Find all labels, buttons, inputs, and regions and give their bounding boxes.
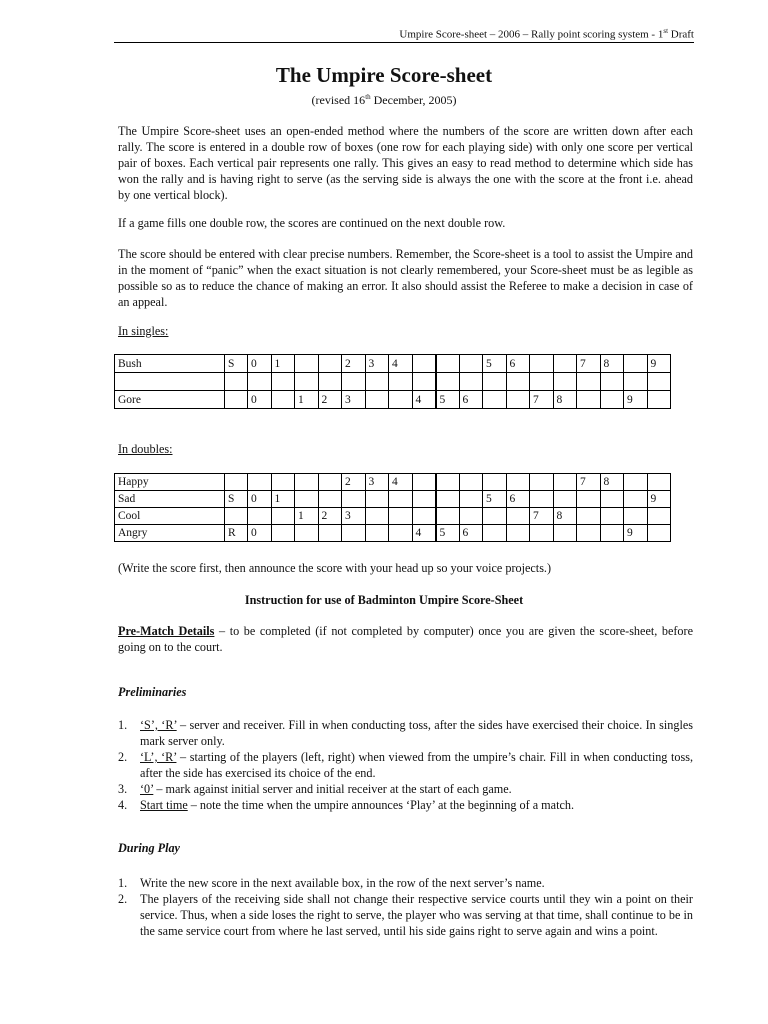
score-row	[115, 373, 671, 391]
list-key: ‘L’, ‘R’	[140, 750, 177, 764]
score-cell	[342, 491, 366, 508]
list-key: ‘0’	[140, 782, 154, 796]
score-cell: 1	[295, 508, 319, 525]
pre-match-text: – to be completed (if not completed by computer) once you are given the score-sheet, before going on to the court.	[118, 624, 693, 654]
score-cell	[553, 474, 577, 491]
list-text: – note the time when the umpire announces ‘Play’ at the beginning of a match.	[187, 798, 575, 812]
list-number: 2.	[118, 892, 128, 906]
page-title: The Umpire Score-sheet	[275, 63, 493, 87]
score-cell: 4	[412, 391, 436, 409]
score-cell	[506, 474, 530, 491]
score-cell: 7	[577, 474, 601, 491]
score-cell: 1	[271, 491, 295, 508]
score-cell: 2	[342, 355, 366, 373]
score-cell	[365, 508, 389, 525]
score-cell	[342, 525, 366, 542]
score-cell	[577, 391, 601, 409]
score-row	[115, 355, 671, 373]
score-cell	[647, 391, 671, 409]
list-item	[118, 875, 693, 891]
score-cell	[271, 508, 295, 525]
score-cell: 1	[271, 355, 295, 373]
doubles-heading: In doubles:	[118, 442, 173, 456]
score-cell	[389, 373, 413, 391]
score-cell	[459, 508, 483, 525]
score-cell	[412, 355, 436, 373]
score-cell: 3	[365, 355, 389, 373]
score-cell: 5	[436, 391, 460, 409]
write-first-note: (Write the score first, then announce the score with your head up so your voice projects.)	[118, 561, 552, 575]
during-play-list	[118, 875, 693, 939]
score-cell	[295, 355, 319, 373]
player-name-cell: Bush	[115, 355, 225, 373]
score-cell	[459, 474, 483, 491]
preliminaries-heading: Preliminaries	[118, 685, 187, 699]
revised-pre: (revised 16	[311, 93, 366, 107]
score-cell: 1	[295, 391, 319, 409]
score-cell	[389, 491, 413, 508]
list-number: 1.	[118, 718, 128, 732]
score-cell: 6	[506, 355, 530, 373]
score-cell: 7	[530, 508, 554, 525]
score-cell	[483, 525, 507, 542]
revised-sup: th	[365, 93, 371, 101]
score-cell	[318, 355, 342, 373]
score-cell	[412, 491, 436, 508]
intro-paragraph: The Umpire Score-sheet uses an open-ended method where the numbers of the score are written down after each rally. The score is entered in a double row of boxes (one row for each playing side) with only one score per vertical pair of boxes. Each vertical pair represents one rally. This gives an easy to read method to determine which side has won the rally and is having right to serve (as the serving side is always the one with the score at the front i.e. ahead by one vertical block).	[118, 124, 693, 202]
score-cell	[600, 508, 624, 525]
list-text: – mark against initial server and initial receiver at the start of each game.	[153, 782, 512, 796]
score-cell	[412, 373, 436, 391]
score-cell	[459, 491, 483, 508]
score-cell	[225, 373, 248, 391]
list-key: Start time	[140, 798, 188, 812]
score-cell	[225, 391, 248, 409]
score-cell: 7	[530, 391, 554, 409]
score-cell: S	[225, 355, 248, 373]
score-cell	[365, 391, 389, 409]
score-cell	[248, 373, 272, 391]
score-cell	[271, 391, 295, 409]
score-cell: 0	[248, 491, 272, 508]
score-cell	[295, 525, 319, 542]
pre-match-label: Pre-Match Details	[118, 624, 215, 638]
score-cell	[624, 491, 648, 508]
score-cell: 8	[600, 474, 624, 491]
score-cell	[483, 391, 507, 409]
score-cell	[436, 355, 460, 373]
score-cell	[318, 525, 342, 542]
score-cell	[389, 391, 413, 409]
score-cell: 0	[248, 525, 272, 542]
list-text: – starting of the players (left, right) when viewed from the umpire’s chair. Fill in when conducting toss, after the side has exercised its choice of the end.	[140, 750, 693, 780]
list-number: 2.	[118, 750, 128, 764]
score-cell	[506, 373, 530, 391]
revised-post: December, 2005)	[370, 93, 457, 107]
list-item	[118, 781, 693, 797]
score-cell: 6	[459, 525, 483, 542]
score-cell	[553, 525, 577, 542]
header-text-end: Draft	[668, 28, 694, 41]
score-cell	[600, 373, 624, 391]
score-cell	[647, 373, 671, 391]
score-cell: 9	[624, 391, 648, 409]
doubles-score-table	[114, 473, 671, 542]
score-cell	[647, 525, 671, 542]
score-row	[115, 491, 671, 508]
score-cell: 3	[365, 474, 389, 491]
score-cell	[365, 373, 389, 391]
score-cell	[436, 491, 460, 508]
list-text: The players of the receiving side shall not change their respective service courts until they win a point on their service. Thus, when a side loses the right to serve, the player who was serving at that time, shall continue to be in the same service court from where he last served, until his side gains right to serve again and wins a point.	[140, 892, 693, 938]
score-cell	[342, 373, 366, 391]
player-name-cell	[115, 373, 225, 391]
score-cell	[624, 474, 648, 491]
score-cell	[530, 355, 554, 373]
preliminaries-list	[118, 717, 693, 813]
page-header	[114, 24, 694, 42]
score-cell: 0	[248, 391, 272, 409]
score-cell: 4	[389, 355, 413, 373]
pre-match-paragraph	[118, 623, 693, 655]
player-name-cell: Sad	[115, 491, 225, 508]
score-cell: 5	[436, 525, 460, 542]
score-cell	[530, 474, 554, 491]
continue-paragraph: If a game fills one double row, the scores are continued on the next double row.	[118, 216, 506, 230]
list-item	[118, 891, 693, 939]
score-cell	[459, 373, 483, 391]
score-cell	[530, 491, 554, 508]
score-cell	[248, 508, 272, 525]
score-cell	[225, 508, 248, 525]
score-cell: 3	[342, 391, 366, 409]
list-text: Write the new score in the next available box, in the row of the next server’s name.	[140, 876, 545, 890]
list-key: ‘S’, ‘R’	[140, 718, 177, 732]
list-item	[118, 749, 693, 781]
score-cell	[225, 474, 248, 491]
score-cell	[577, 525, 601, 542]
score-cell	[295, 491, 319, 508]
score-cell: 9	[647, 491, 671, 508]
score-cell: 7	[577, 355, 601, 373]
score-cell	[318, 491, 342, 508]
score-cell	[577, 508, 601, 525]
score-cell	[553, 373, 577, 391]
instruction-heading: Instruction for use of Badminton Umpire Score-Sheet	[244, 593, 524, 607]
score-cell	[295, 474, 319, 491]
player-name-cell: Happy	[115, 474, 225, 491]
score-cell	[459, 355, 483, 373]
score-cell	[624, 508, 648, 525]
player-name-cell: Cool	[115, 508, 225, 525]
during-play-heading: During Play	[118, 841, 180, 855]
score-cell	[365, 525, 389, 542]
score-cell	[506, 525, 530, 542]
score-cell: 0	[248, 355, 272, 373]
score-cell	[624, 355, 648, 373]
score-cell	[365, 491, 389, 508]
score-cell: 6	[459, 391, 483, 409]
score-cell	[412, 474, 436, 491]
header-sup: st	[663, 27, 669, 35]
score-row	[115, 525, 671, 542]
score-cell	[436, 508, 460, 525]
score-cell	[530, 525, 554, 542]
score-cell	[483, 373, 507, 391]
score-cell	[436, 373, 460, 391]
player-name-cell: Gore	[115, 391, 225, 409]
score-cell	[436, 474, 460, 491]
score-cell	[389, 525, 413, 542]
list-item	[118, 797, 693, 813]
score-cell	[600, 525, 624, 542]
score-cell	[624, 373, 648, 391]
score-cell	[271, 373, 295, 391]
score-cell: 8	[553, 508, 577, 525]
score-cell: 2	[318, 391, 342, 409]
list-text: – server and receiver. Fill in when conducting toss, after the sides have exercised their choice. In singles mark server only.	[140, 718, 693, 748]
score-cell	[647, 474, 671, 491]
score-cell: 8	[553, 391, 577, 409]
score-cell	[600, 491, 624, 508]
score-cell	[577, 373, 601, 391]
score-cell	[389, 508, 413, 525]
score-cell: 5	[483, 355, 507, 373]
list-item	[118, 717, 693, 749]
list-number: 1.	[118, 876, 128, 890]
score-row	[115, 474, 671, 491]
score-row	[115, 391, 671, 409]
score-cell: 5	[483, 491, 507, 508]
score-cell	[412, 508, 436, 525]
score-cell: 3	[342, 508, 366, 525]
header-divider	[114, 42, 694, 43]
score-cell	[530, 373, 554, 391]
score-cell	[553, 355, 577, 373]
score-cell: S	[225, 491, 248, 508]
score-cell	[553, 491, 577, 508]
singles-score-table	[114, 354, 671, 409]
score-cell	[647, 508, 671, 525]
score-cell: 9	[624, 525, 648, 542]
score-cell	[318, 373, 342, 391]
player-name-cell: Angry	[115, 525, 225, 542]
score-cell	[506, 391, 530, 409]
list-number: 3.	[118, 782, 128, 796]
score-cell: 2	[342, 474, 366, 491]
header-text: Umpire Score-sheet – 2006 – Rally point scoring system - 1	[399, 28, 664, 41]
score-cell: 4	[412, 525, 436, 542]
score-cell: 8	[600, 355, 624, 373]
singles-heading: In singles:	[118, 324, 169, 338]
score-cell	[483, 474, 507, 491]
score-cell	[483, 508, 507, 525]
score-row	[115, 508, 671, 525]
precise-paragraph: The score should be entered with clear precise numbers. Remember, the Score-sheet is a tool to assist the Umpire and in the moment of “panic” when the exact situation is not clearly remembered, your Score-sheet must be as legible as possible so as to reduce the chance of making an error. It also should assist the Referee to make a decision in case of an appeal.	[118, 247, 693, 309]
revised-date	[0, 89, 768, 108]
score-cell	[248, 474, 272, 491]
score-cell: R	[225, 525, 248, 542]
score-cell: 9	[647, 355, 671, 373]
score-cell	[295, 373, 319, 391]
score-cell	[271, 474, 295, 491]
score-cell	[577, 491, 601, 508]
list-number: 4.	[118, 798, 128, 812]
score-cell: 4	[389, 474, 413, 491]
score-cell	[271, 525, 295, 542]
score-cell	[506, 508, 530, 525]
score-cell	[318, 474, 342, 491]
score-cell: 6	[506, 491, 530, 508]
score-cell	[600, 391, 624, 409]
score-cell: 2	[318, 508, 342, 525]
